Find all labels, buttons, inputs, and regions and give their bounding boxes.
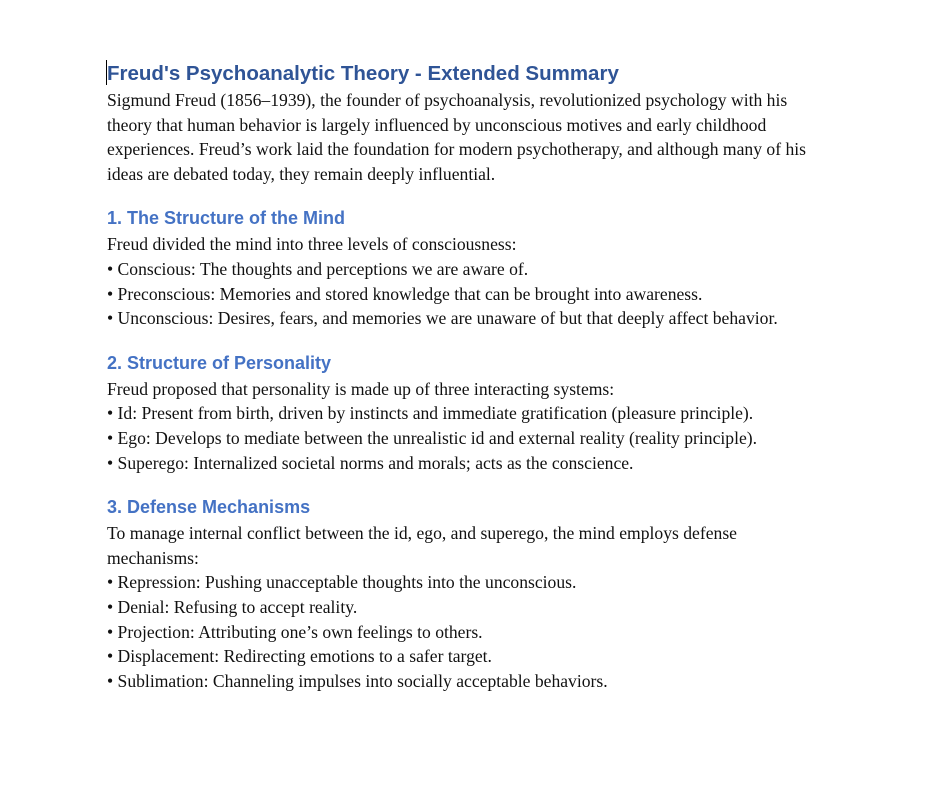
section-heading: 2. Structure of Personality — [107, 352, 332, 373]
document-page[interactable] — [107, 60, 829, 693]
section-heading: 3. Defense Mechanisms — [107, 497, 311, 518]
section-lead: Freud proposed that personality is made up of three interacting systems: — [107, 378, 615, 399]
section-heading: 1. The Structure of the Mind — [107, 208, 346, 229]
list-item: • Superego: Internalized societal norms and morals; acts as the conscience. — [107, 452, 634, 473]
list-item: • Repression: Pushing unacceptable thoughts into the unconscious. — [107, 572, 577, 593]
document-title: Freud's Psychoanalytic Theory - Extended Summary — [107, 62, 619, 85]
list-item: • Unconscious: Desires, fears, and memories we are unaware of but that deeply affect behavior. — [107, 308, 778, 329]
section-lead: Freud divided the mind into three levels of consciousness: — [107, 234, 517, 255]
list-item: • Conscious: The thoughts and perceptions we are aware of. — [107, 258, 529, 279]
list-item: • Preconscious: Memories and stored knowledge that can be brought into awareness. — [107, 283, 703, 304]
intro-paragraph: Sigmund Freud (1856–1939), the founder of psychoanalysis, revolutionized psychology with his theory that human behavior is largely influenced by unconscious motives and early childhood experiences. Freud’s work laid the foundation for modern psychotherapy, and although many of his ideas are debated today, they remain deeply influential. — [107, 90, 807, 184]
list-item: • Sublimation: Channeling impulses into socially acceptable behaviors. — [107, 670, 608, 691]
list-item: • Ego: Develops to mediate between the unrealistic id and external reality (reality principle). — [107, 427, 758, 448]
list-item: • Displacement: Redirecting emotions to a safer target. — [107, 646, 492, 667]
list-item: • Projection: Attributing one’s own feelings to others. — [107, 621, 483, 642]
list-item: • Id: Present from birth, driven by instincts and immediate gratification (pleasure principle). — [107, 403, 754, 424]
list-item: • Denial: Refusing to accept reality. — [107, 596, 358, 617]
section-lead: To manage internal conflict between the id, ego, and superego, the mind employs defense mechanisms: — [107, 523, 737, 568]
